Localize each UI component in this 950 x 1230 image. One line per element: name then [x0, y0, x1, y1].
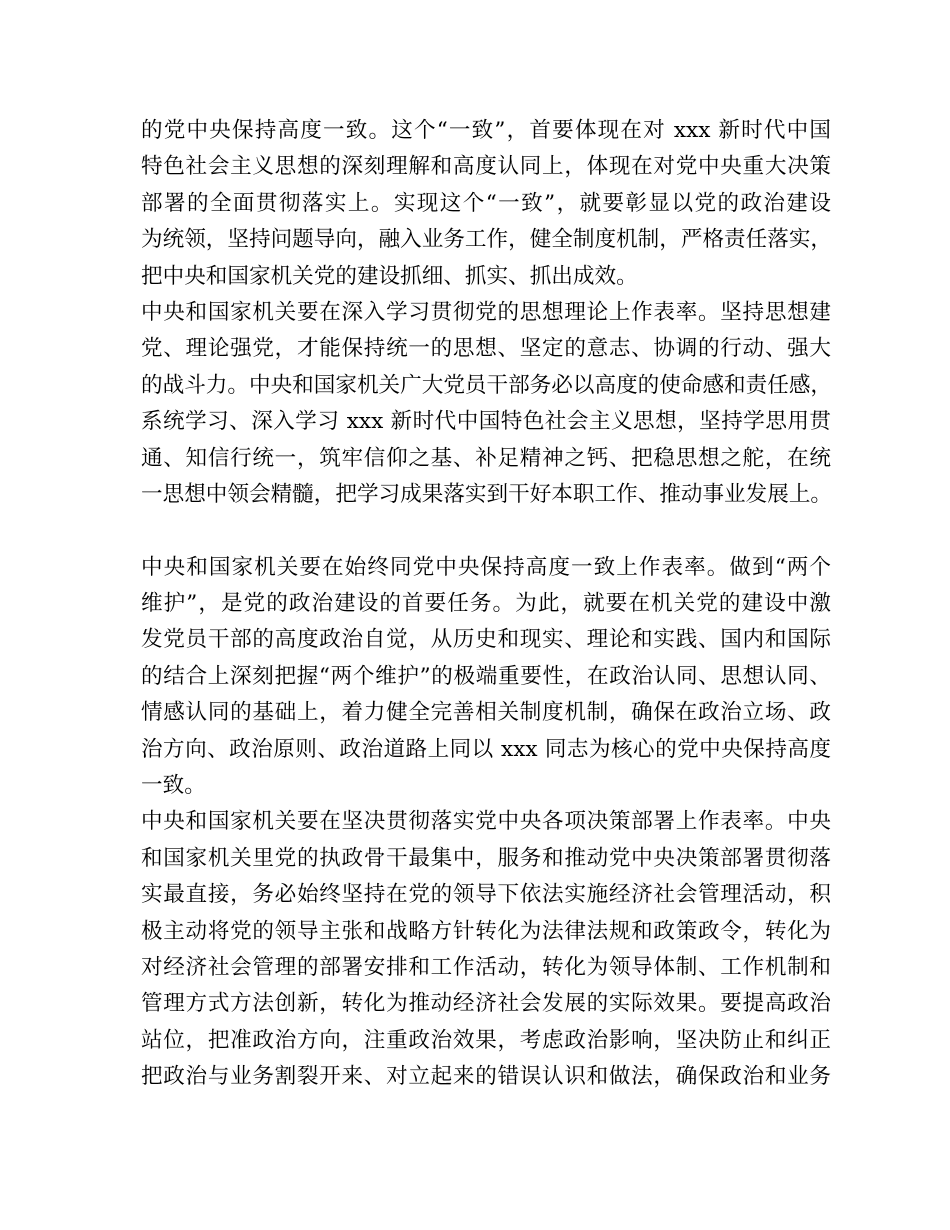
paragraph — [141, 295, 831, 513]
text-line: 管理方式方法创新，转化为推动经济社会发展的实际效果。要提高政治 — [141, 991, 831, 1017]
text-line: 把政治与业务割裂开来、对立起来的错误认识和做法，确保政治和业务 — [141, 1064, 831, 1090]
text-line: 的党中央保持高度一致。这个“一致”，首要体现在对 xxx 新时代中国 — [141, 118, 831, 143]
text-line: 的结合上深刻把握“两个维护”的极端重要性，在政治认同、思想认同、 — [141, 663, 831, 689]
text-line: 为统领，坚持问题导向，融入业务工作，健全制度机制，严格责任落实， — [141, 227, 833, 253]
text-line: 把中央和国家机关党的建设抓细、抓实、抓出成效。 — [141, 263, 638, 289]
document-body — [141, 113, 831, 1096]
text-line: 发党员干部的高度政治自觉，从历史和现实、理论和实践、国内和国际 — [141, 627, 831, 653]
text-line: 实最直接，务必始终坚持在党的领导下依法实施经济社会管理活动，积 — [141, 882, 831, 908]
text-line: 特色社会主义思想的深刻理解和高度认同上，体现在对党中央重大决策 — [141, 154, 831, 180]
paragraph — [141, 804, 831, 1095]
text-line: 一思想中领会精髓，把学习成果落实到干好本职工作、推动事业发展上。 — [141, 481, 833, 507]
text-line: 中央和国家机关要在坚决贯彻落实党中央各项决策部署上作表率。中央 — [141, 809, 831, 835]
text-line: 部署的全面贯彻落实上。实现这个“一致”，就要彰显以党的政治建设 — [141, 190, 831, 216]
text-line: 一致。 — [141, 773, 206, 799]
text-line: 中央和国家机关要在深入学习贯彻党的思想理论上作表率。坚持思想建 — [141, 299, 831, 325]
text-line: 通、知信行统一，筑牢信仰之基、补足精神之钙、把稳思想之舵，在统 — [141, 445, 831, 471]
text-line: 的战斗力。中央和国家机关广大党员干部务必以高度的使命感和责任感， — [141, 372, 833, 398]
paragraph — [141, 550, 831, 805]
paragraph-gap — [141, 513, 831, 549]
text-line: 维护”，是党的政治建设的首要任务。为此，就要在机关党的建设中激 — [141, 591, 831, 617]
text-line: 和国家机关里党的执政骨干最集中，服务和推动党中央决策部署贯彻落 — [141, 845, 831, 871]
text-line: 情感认同的基础上，着力健全完善相关制度机制，确保在政治立场、政 — [141, 700, 831, 726]
text-line: 站位，把准政治方向，注重政治效果，考虑政治影响，坚决防止和纠正 — [141, 1027, 831, 1053]
text-line: 极主动将党的领导主张和战略方针转化为法律法规和政策政令，转化为 — [141, 918, 831, 944]
text-line: 治方向、政治原则、政治道路上同以 xxx 同志为核心的党中央保持高度 — [141, 736, 831, 762]
text-line: 对经济社会管理的部署安排和工作活动，转化为领导体制、工作机制和 — [141, 954, 831, 980]
text-line: 党、理论强党，才能保持统一的思想、坚定的意志、协调的行动、强大 — [141, 336, 831, 362]
paragraph — [141, 113, 831, 295]
text-line: 系统学习、深入学习 xxx 新时代中国特色社会主义思想，坚持学思用贯 — [141, 409, 831, 435]
text-line: 中央和国家机关要在始终同党中央保持高度一致上作表率。做到“两个 — [141, 554, 831, 580]
